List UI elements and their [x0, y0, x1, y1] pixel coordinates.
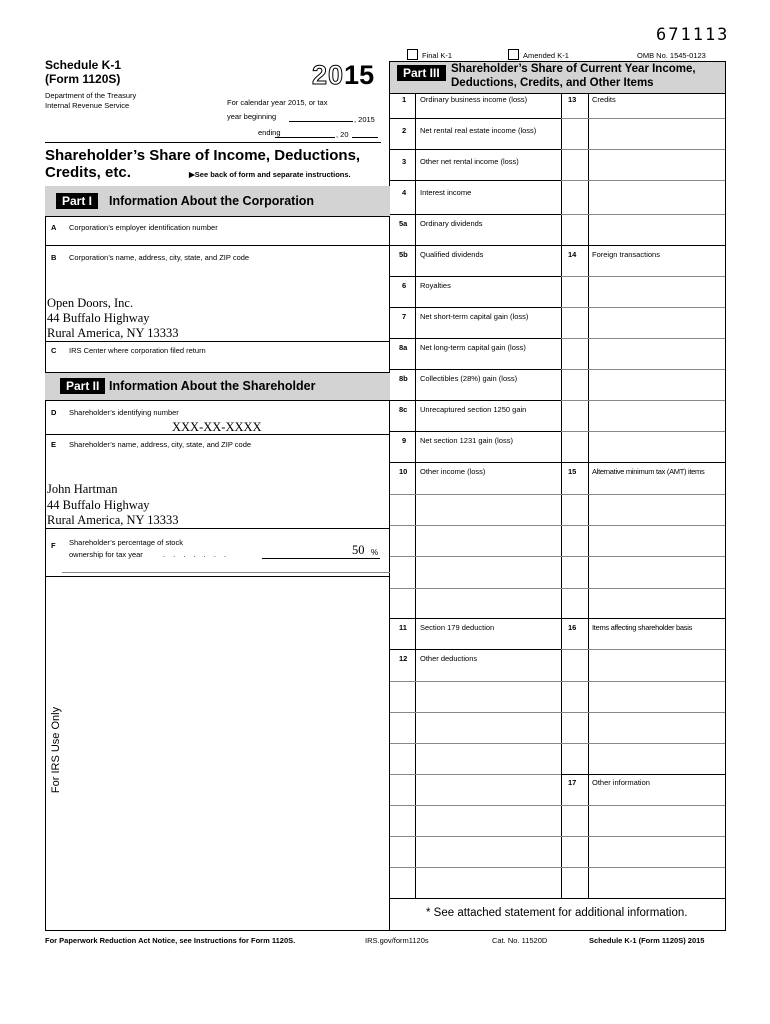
footer-url: IRS.gov/form1120s — [365, 936, 429, 945]
box-5b-label: Qualified dividends — [420, 250, 484, 259]
box-14-label: Foreign transactions — [592, 250, 660, 259]
box-4-num: 4 — [402, 188, 407, 197]
dept-treasury: Department of the Treasury — [45, 91, 137, 100]
rule — [390, 774, 561, 775]
footer-cat-no: Cat. No. 11520D — [492, 936, 548, 945]
rule — [561, 245, 725, 246]
box-11-label: Section 179 deduction — [420, 623, 495, 632]
rule — [561, 525, 725, 526]
tax-year-digits: 15 — [344, 60, 375, 90]
part1-title: Information About the Corporation — [109, 194, 315, 208]
box-3-num: 3 — [402, 157, 407, 166]
rule — [561, 180, 725, 181]
rule — [561, 743, 725, 744]
line-a-letter: A — [51, 223, 57, 232]
rule — [561, 774, 725, 775]
box-10-label: Other income (loss) — [420, 467, 486, 476]
part2-title: Information About the Shareholder — [109, 379, 316, 393]
corp-name: Open Doors, Inc. — [47, 296, 134, 310]
rule — [390, 93, 725, 94]
rule — [45, 576, 390, 577]
tax-year — [312, 60, 374, 91]
irs-use-only-label — [50, 690, 62, 810]
line-f-label1: Shareholder’s percentage of stock — [69, 538, 183, 547]
rule — [390, 307, 561, 308]
rule — [45, 245, 390, 246]
rule — [561, 681, 725, 682]
part1-label: Part I — [56, 193, 98, 209]
box-6-num: 6 — [402, 281, 407, 290]
box-9-label: Net section 1231 gain (loss) — [420, 436, 513, 445]
year-beginning-suffix: , 2015 — [354, 115, 375, 124]
rule — [390, 681, 561, 682]
ending-label: ending — [258, 128, 281, 137]
rule — [561, 556, 725, 557]
rule — [390, 180, 561, 181]
rule — [561, 400, 725, 401]
footer-form-ref: Schedule K-1 (Form 1120S) 2015 — [589, 936, 705, 945]
left-border — [45, 186, 46, 930]
rule — [45, 528, 390, 529]
rule — [561, 805, 725, 806]
box-13-num: 13 — [568, 95, 577, 104]
rule — [390, 588, 561, 589]
line-d-letter: D — [51, 408, 57, 417]
box-8c-num: 8c — [399, 405, 408, 414]
form-title: (Form 1120S) — [45, 72, 121, 86]
rule — [561, 369, 725, 370]
line-b-letter: B — [51, 253, 57, 262]
box-14-num: 14 — [568, 250, 577, 259]
box-5a-num: 5a — [399, 219, 408, 228]
rule — [390, 836, 561, 837]
box-16-num: 16 — [568, 623, 577, 632]
box-5b-num: 5b — [399, 250, 408, 259]
footer-paperwork-notice: For Paperwork Reduction Act Notice, see Instructions for Form 1120S. — [45, 936, 296, 945]
rule — [390, 649, 561, 650]
rule — [561, 214, 725, 215]
see-back-instructions: ▶See back of form and separate instructions. — [189, 170, 351, 179]
rule — [561, 276, 725, 277]
shareholder-name: John Hartman — [47, 482, 118, 496]
final-k1-label: Final K-1 — [422, 51, 453, 60]
shareholder-address1: 44 Buffalo Highway — [47, 498, 150, 512]
box-4-label: Interest income — [420, 188, 472, 197]
box-17-label: Other information — [592, 778, 650, 787]
box-13-label: Credits — [592, 95, 616, 104]
part3-title1: Shareholder’s Share of Current Year Income, — [451, 63, 696, 75]
part2-label: Part II — [60, 378, 105, 394]
rule — [390, 898, 726, 899]
line-c-label: IRS Center where corporation filed return — [69, 346, 206, 355]
box-8a-label: Net long-term capital gain (loss) — [420, 343, 526, 352]
tax-year-century: 20 — [312, 60, 345, 90]
main-title-line1: Shareholder’s Share of Income, Deductions, — [45, 147, 361, 164]
rule — [390, 369, 561, 370]
line-f-letter: F — [51, 541, 56, 550]
box-15-label: Alternative minimum tax (AMT) items — [592, 467, 705, 476]
rule — [45, 372, 390, 373]
irs-label: Internal Revenue Service — [45, 101, 130, 110]
box-5a-label: Ordinary dividends — [420, 219, 483, 228]
rule — [45, 216, 390, 217]
omb-number: OMB No. 1545-0123 — [637, 51, 706, 60]
rule — [561, 307, 725, 308]
line-b-label: Corporation’s name, address, city, state, and ZIP code — [69, 253, 250, 262]
line-c-letter: C — [51, 346, 57, 355]
line-d-label: Shareholder’s identifying number — [69, 408, 179, 417]
rule — [390, 400, 561, 401]
box-2-num: 2 — [402, 126, 407, 135]
rule — [390, 494, 561, 495]
box-3-label: Other net rental income (loss) — [420, 157, 519, 166]
rule — [390, 118, 561, 119]
rule — [561, 867, 725, 868]
attached-statement-note: * See attached statement for additional information. — [426, 907, 688, 919]
box-15-num: 15 — [568, 467, 577, 476]
schedule-title: Schedule K-1 — [45, 58, 122, 72]
line-e-letter: E — [51, 440, 57, 449]
box-9-num: 9 — [402, 436, 407, 445]
main-title-line2: Credits, etc. — [45, 164, 131, 181]
box-12-label: Other deductions — [420, 654, 478, 663]
ending-field[interactable] — [275, 127, 335, 138]
ending-year-field[interactable] — [352, 127, 378, 138]
box-1-label: Ordinary business income (loss) — [420, 95, 528, 104]
box-10-num: 10 — [399, 467, 408, 476]
rule — [390, 149, 561, 150]
ending-suffix: , 20 — [336, 130, 349, 139]
rule — [561, 431, 725, 432]
box-8c-label: Unrecaptured section 1250 gain — [420, 405, 527, 414]
irs-use-only-text: For IRS Use Only — [50, 706, 62, 794]
rule — [561, 712, 725, 713]
rule — [561, 149, 725, 150]
rule — [62, 572, 390, 573]
box-17-num: 17 — [568, 778, 577, 787]
corp-address2: Rural America, NY 13333 — [47, 326, 179, 340]
shareholder-ssn: XXX-XX-XXXX — [172, 420, 262, 434]
box-11-num: 11 — [399, 623, 407, 632]
box-7-label: Net short-term capital gain (loss) — [420, 312, 529, 321]
rule — [390, 805, 561, 806]
rule — [45, 341, 390, 342]
box-16-label: Items affecting shareholder basis — [592, 623, 693, 632]
rule — [561, 618, 725, 619]
shareholder-address2: Rural America, NY 13333 — [47, 513, 179, 527]
line-e-label: Shareholder’s name, address, city, state, and ZIP code — [69, 440, 252, 449]
form-barcode-number: 671113 — [656, 25, 730, 45]
rule — [390, 338, 561, 339]
part3-title2: Deductions, Credits, and Other Items — [451, 77, 654, 89]
box-1-num: 1 — [402, 95, 407, 104]
box-2-label: Net rental real estate income (loss) — [420, 126, 537, 135]
rule — [561, 836, 725, 837]
rule — [390, 462, 561, 463]
rule — [390, 525, 561, 526]
rule — [390, 743, 561, 744]
box-8a-num: 8a — [399, 343, 408, 352]
rule — [45, 434, 390, 435]
top-rule-left — [45, 142, 381, 143]
rule — [561, 649, 725, 650]
rule — [390, 276, 561, 277]
rule — [390, 431, 561, 432]
rule — [390, 867, 561, 868]
ownership-pct-value: 50 — [352, 543, 365, 557]
final-k1-checkbox[interactable] — [407, 49, 418, 60]
part3-label: Part III — [397, 65, 446, 81]
amended-k1-label: Amended K-1 — [523, 51, 569, 60]
year-beginning-field[interactable] — [289, 111, 353, 122]
rule — [390, 618, 561, 619]
year-beginning-label: year beginning — [227, 112, 277, 121]
line-f-label2: ownership for tax year — [69, 550, 143, 559]
box-6-label: Royalties — [420, 281, 451, 290]
bottom-rule — [45, 930, 726, 931]
rule — [561, 462, 725, 463]
box-8b-label: Collectibles (28%) gain (loss) — [420, 374, 518, 383]
rule — [561, 588, 725, 589]
rule — [561, 338, 725, 339]
right-border — [725, 61, 726, 930]
line-f-leader-dots: . . . . . . . — [163, 550, 230, 559]
amended-k1-checkbox[interactable] — [508, 49, 519, 60]
line-a-label: Corporation’s employer identification number — [69, 223, 218, 232]
rule — [390, 712, 561, 713]
rule — [390, 556, 561, 557]
box-7-num: 7 — [402, 312, 407, 321]
rule — [561, 494, 725, 495]
corp-address1: 44 Buffalo Highway — [47, 311, 150, 325]
rule — [390, 214, 561, 215]
ownership-pct-sign: % — [371, 548, 379, 557]
box-8b-num: 8b — [399, 374, 408, 383]
rule — [561, 118, 725, 119]
rule — [390, 245, 561, 246]
calendar-year-text: For calendar year 2015, or tax — [227, 98, 328, 107]
rule — [45, 400, 390, 401]
box-12-num: 12 — [399, 654, 408, 663]
